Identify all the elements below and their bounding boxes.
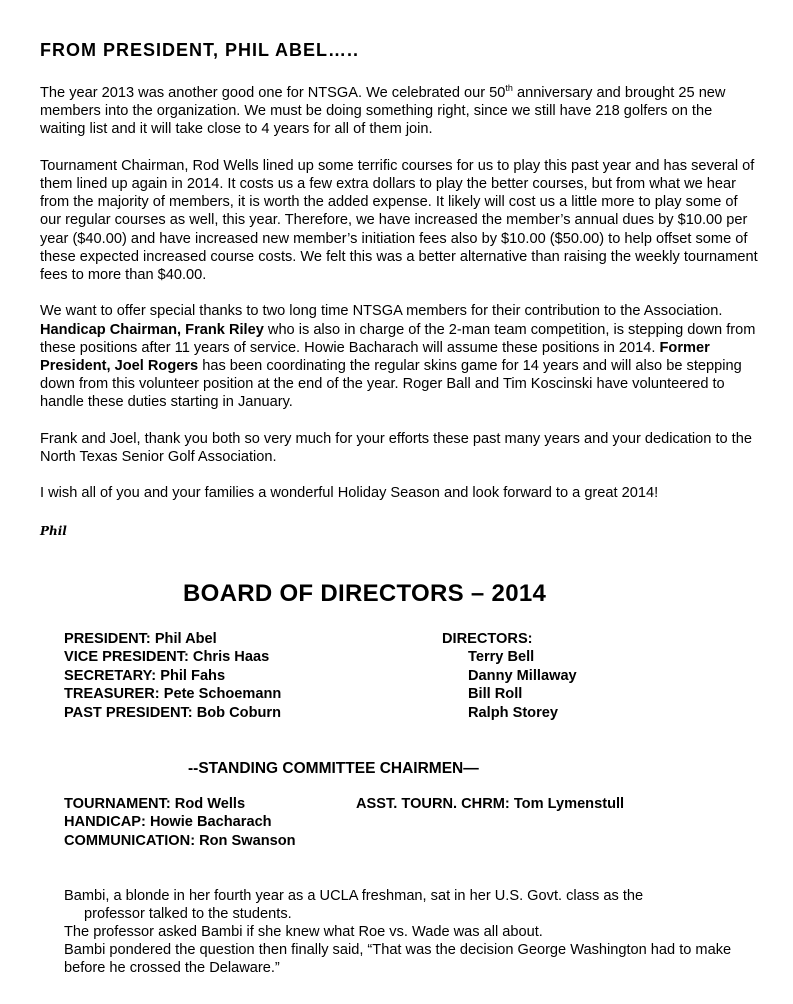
director-item: Danny Millaway xyxy=(468,667,577,684)
director-item: Terry Bell xyxy=(468,649,535,666)
ordinal-suffix: th xyxy=(505,83,513,94)
letter-p3-text-a: We want to offer special thanks to two long time NTSGA members for their contribution to the Association. xyxy=(40,303,723,320)
officer-president: PRESIDENT: Phil Abel xyxy=(64,631,217,647)
chair-tournament: TOURNAMENT: Rod Wells xyxy=(64,796,246,812)
chair-handicap: HANDICAP: Howie Bacharach xyxy=(64,814,272,831)
joke-line-4: Bambi pondered the question then finally said, “That was the decision George Washington had to make before he crossed the Delaware.” xyxy=(64,942,732,976)
former-president-name: Former President, Joel Rogers xyxy=(40,339,710,375)
letter-paragraph-1 xyxy=(40,84,760,139)
letter-p1-text-b: anniversary and brought 25 new members into the organization. We must be doing something right, since we still have 218 golfers on the waiting list and it will take close to 4 years for all of them join. xyxy=(40,85,726,138)
letter-p1-text-a: The year 2013 was another good one for NTSGA. We celebrated our 50 xyxy=(40,85,506,101)
president-letter-body xyxy=(40,84,760,521)
director-item: Ralph Storey xyxy=(468,704,559,721)
joke-text xyxy=(64,887,764,977)
officer-treasurer: TREASURER: Pete Schoemann xyxy=(64,686,282,703)
officer-secretary: SECRETARY: Phil Fahs xyxy=(64,667,226,684)
handicap-chairman-name: Handicap Chairman, Frank Riley xyxy=(40,321,264,338)
letter-paragraph-4: Frank and Joel, thank you both so very much for your efforts these past many years and your dedication to the North Texas Senior Golf Association. xyxy=(40,430,752,466)
letter-paragraph-2: Tournament Chairman, Rod Wells lined up some terrific courses for us to play this past year and has several of them lined up again in 2014. It costs us a few extra dollars to play the better courses, but from what we hear from the majority of members, it is worth the added expense. It likely will cost us a little more to play some of our regular courses as well, this year. Therefore, we have increased the member’s annual dues by $10.00 per year ($40.00) and have increased new member’s initiation fees also by $10.00 ($50.00) to help offset some of these expected increased course costs. We felt this was a better alternative than raising the weekly tournament fees to more than $40.00. xyxy=(40,157,758,284)
committee-title: --STANDING COMMITTEE CHAIRMEN— xyxy=(188,760,479,777)
directors-label: DIRECTORS: xyxy=(442,631,533,647)
officer-vice-president: VICE PRESIDENT: Chris Haas xyxy=(64,649,270,666)
chair-communication: COMMUNICATION: Ron Swanson xyxy=(64,832,296,849)
committee-chairs-list xyxy=(64,795,296,850)
director-item: Bill Roll xyxy=(468,686,523,703)
letter-paragraph-3 xyxy=(40,302,760,411)
letter-p3-text-c: has been coordinating the regular skins game for 14 years and will also be stepping down from this volunteer position at the end of the year. Roger Ball and Tim Koscinski have volunteered to handle these duties starting in January. xyxy=(40,358,742,411)
officers-list xyxy=(64,630,281,722)
joke-line-2: professor talked to the students. xyxy=(84,906,292,922)
joke-line-1: Bambi, a blonde in her fourth year as a UCLA freshman, sat in her U.S. Govt. class as the xyxy=(64,888,644,904)
board-title: BOARD OF DIRECTORS – 2014 xyxy=(183,580,547,607)
letter-p3-text-b: who is also in charge of the 2-man team competition, is stepping down from these positions after 11 years of service. Howie Bacharach will assume these positions in 2014. xyxy=(40,321,756,356)
president-letter-heading: FROM PRESIDENT, PHIL ABEL….. xyxy=(40,40,360,60)
asst-tournament-chair: ASST. TOURN. CHRM: Tom Lymenstull xyxy=(356,796,625,812)
officer-past-president: PAST PRESIDENT: Bob Coburn xyxy=(64,704,282,721)
letter-paragraph-5: I wish all of you and your families a wonderful Holiday Season and look forward to a great 2014! xyxy=(40,485,659,502)
signature: Phil xyxy=(40,524,67,538)
directors-list xyxy=(442,630,577,722)
joke-line-3: The professor asked Bambi if she knew what Roe vs. Wade was all about. xyxy=(64,924,543,940)
